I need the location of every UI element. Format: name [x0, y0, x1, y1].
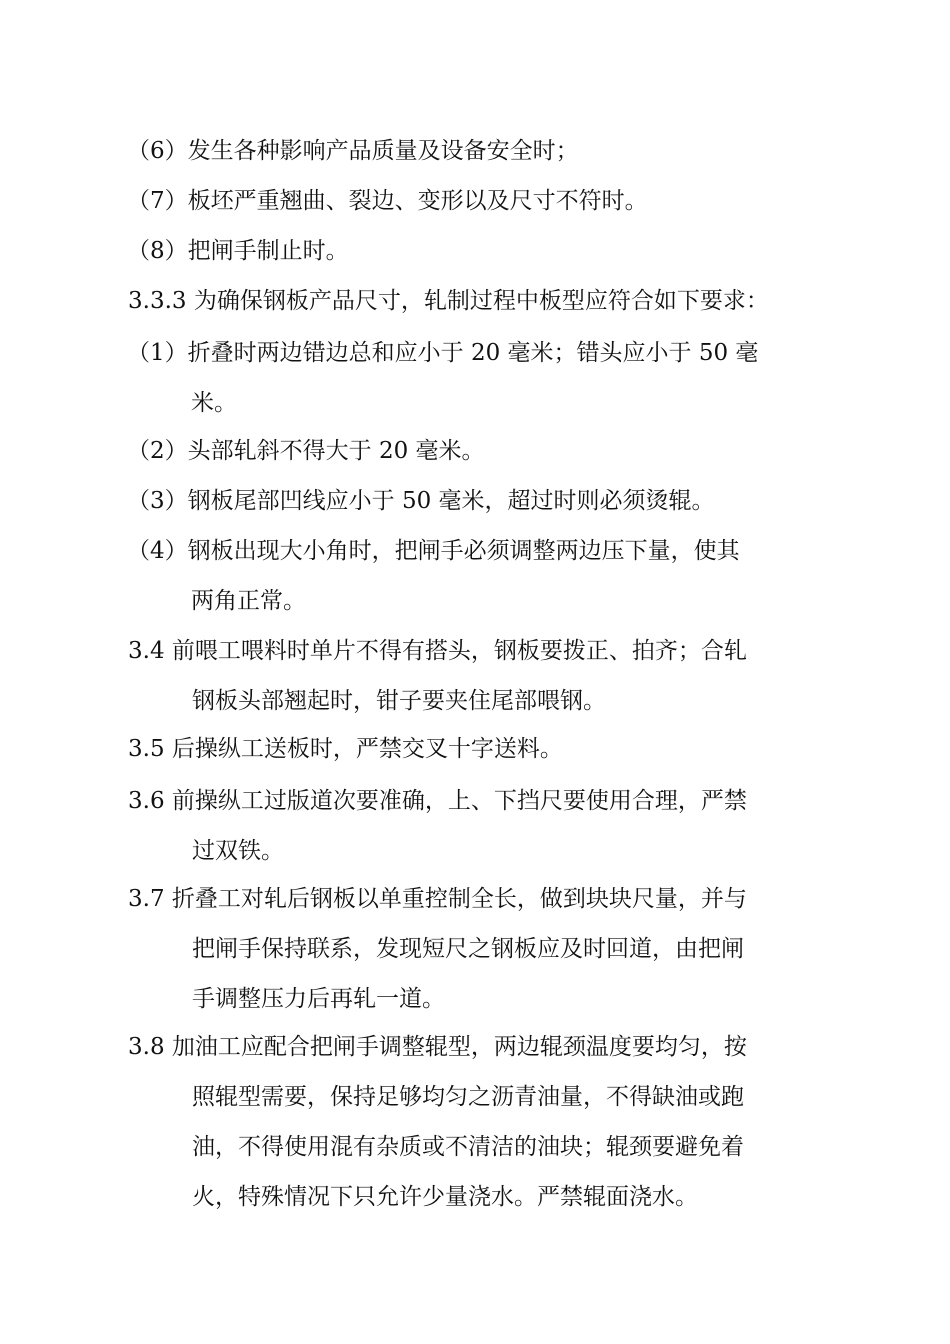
section-3-3-3 — [128, 276, 828, 326]
text-line: 钢板头部翘起时，钳子要夹住尾部喂钢。 — [192, 688, 606, 714]
text-line: 油，不得使用混有杂质或不清洁的油块；辊颈要避免着 — [192, 1134, 744, 1160]
requirement-item-2 — [127, 426, 827, 476]
section-3-5 — [128, 724, 828, 774]
text-line: 火，特殊情况下只允许少量浇水。严禁辊面浇水。 — [192, 1184, 698, 1210]
list-item-6 — [127, 126, 827, 176]
text-line: 3.6 前操纵工过版道次要准确，上、下挡尺要使用合理，严禁 — [128, 788, 747, 814]
requirement-item-3 — [127, 476, 827, 526]
section-3-7 — [128, 874, 828, 1024]
text-line: （6）发生各种影响产品质量及设备安全时； — [127, 138, 579, 164]
requirement-item-1 — [127, 328, 827, 428]
text-line: 3.3.3 为确保钢板产品尺寸，轧制过程中板型应符合如下要求： — [128, 288, 769, 314]
list-item-8 — [127, 226, 827, 276]
text-line: 3.7 折叠工对轧后钢板以单重控制全长，做到块块尺量，并与 — [128, 886, 747, 912]
text-line: （4）钢板出现大小角时，把闸手必须调整两边压下量，使其 — [127, 538, 740, 564]
requirement-item-4 — [127, 526, 827, 626]
text-line: 两角正常。 — [191, 588, 306, 614]
text-line: 把闸手保持联系，发现短尺之钢板应及时回道，由把闸 — [192, 936, 744, 962]
text-line: 3.4 前喂工喂料时单片不得有搭头，钢板要拨正、拍齐；合轧 — [128, 638, 747, 664]
section-3-4 — [128, 626, 828, 726]
text-line: （3）钢板尾部凹线应小于 50 毫米，超过时则必须烫辊。 — [127, 488, 715, 514]
text-line: 米。 — [191, 390, 237, 416]
text-line: （7）板坯严重翘曲、裂边、变形以及尺寸不符时。 — [127, 188, 648, 214]
text-line: 过双铁。 — [192, 838, 284, 864]
text-line: （8）把闸手制止时。 — [127, 238, 349, 264]
text-line: （1）折叠时两边错边总和应小于 20 毫米；错头应小于 50 毫 — [127, 340, 759, 366]
section-3-6 — [128, 776, 828, 876]
list-item-7 — [127, 176, 827, 226]
text-line: 照辊型需要，保持足够均匀之沥青油量，不得缺油或跑 — [192, 1084, 744, 1110]
text-line: （2）头部轧斜不得大于 20 毫米。 — [127, 438, 485, 464]
text-line: 3.5 后操纵工送板时，严禁交叉十字送料。 — [128, 736, 563, 762]
text-line: 3.8 加油工应配合把闸手调整辊型，两边辊颈温度要均匀，按 — [128, 1034, 747, 1060]
text-line: 手调整压力后再轧一道。 — [192, 986, 445, 1012]
section-3-8 — [128, 1022, 828, 1222]
